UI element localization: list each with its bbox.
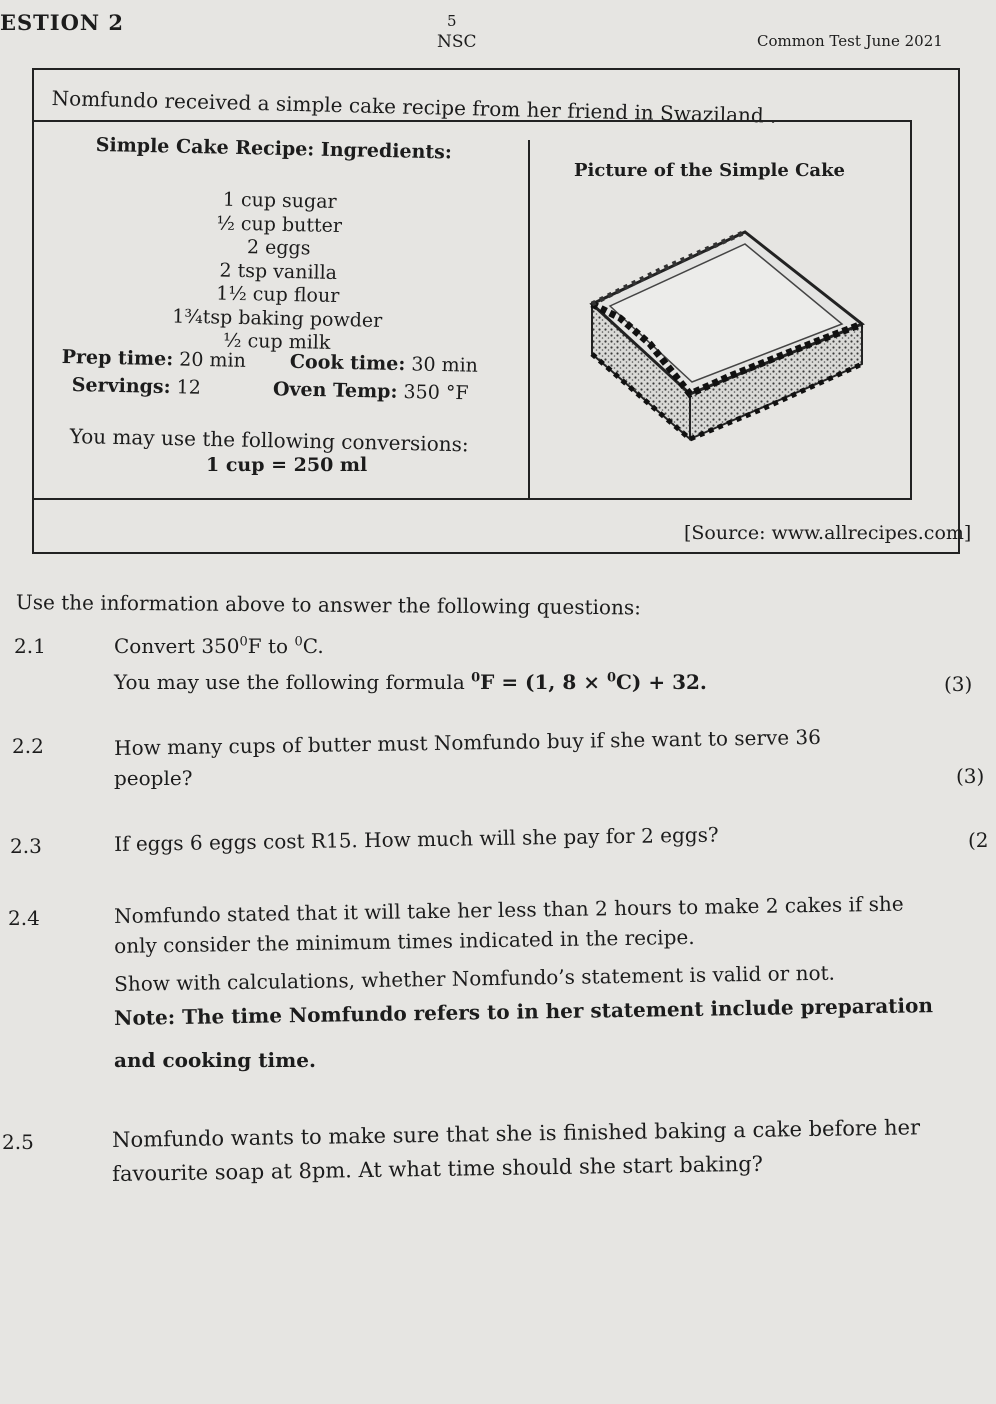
ingredient-item: ½ cup milk xyxy=(222,329,331,354)
degree-symbol: 0 xyxy=(606,670,616,686)
question-marks: (2 xyxy=(968,828,989,852)
question-number: 2.2 xyxy=(12,734,44,758)
cook-label: Cook time: xyxy=(289,350,406,376)
oven-value: 350 °F xyxy=(403,380,469,405)
question-number: 2.4 xyxy=(8,906,40,930)
source-citation: [Source: www.allrecipes.com] xyxy=(684,522,972,544)
ingredients-heading: Simple Cake Recipe: Ingredients: xyxy=(95,134,453,164)
degree-symbol: 0 xyxy=(239,634,248,650)
cook-value: 30 min xyxy=(411,353,479,377)
question-text: If eggs 6 eggs cost R15. How much will she pay for 2 eggs? xyxy=(114,822,719,856)
question-text: How many cups of butter must Nomfundo buy if she want to serve 36 xyxy=(114,724,822,760)
prep-label: Prep time: xyxy=(61,346,174,371)
prep-value: 20 min xyxy=(179,348,247,372)
ingredient-item: 2 tsp vanilla xyxy=(219,259,338,284)
test-name: Common Test June 2021 xyxy=(757,32,943,50)
table-divider xyxy=(528,140,530,500)
nsc-label: NSC xyxy=(437,32,477,52)
degree-symbol: 0 xyxy=(471,670,481,686)
question-text-part: C. xyxy=(302,634,324,658)
cake-illustration xyxy=(580,214,880,454)
picture-heading: Picture of the Simple Cake xyxy=(574,160,846,181)
servings-label: Servings: xyxy=(71,374,171,399)
instruction-text: Use the information above to answer the following questions: xyxy=(15,590,642,620)
ingredient-item: 1 cup sugar xyxy=(222,188,337,213)
question-number: 2.1 xyxy=(14,634,46,658)
conversion-intro: You may use the following conversions: xyxy=(69,424,469,457)
question-heading: ESTION 2 xyxy=(0,10,125,35)
question-text: only consider the minimum times indicated in the recipe. xyxy=(114,924,695,958)
question-marks: (3) xyxy=(956,764,985,788)
question-formula xyxy=(114,670,707,694)
question-text: Nomfundo wants to make sure that she is finished baking a cake before her xyxy=(112,1115,921,1152)
question-marks: (3) xyxy=(944,672,973,696)
question-text: favourite soap at 8pm. At what time should she start baking? xyxy=(112,1151,764,1186)
page-number: 5 xyxy=(447,12,457,30)
question-text xyxy=(114,634,324,658)
question-number: 2.5 xyxy=(2,1130,34,1154)
conversion-value: 1 cup = 250 ml xyxy=(206,454,368,476)
formula-part: F = (1, 8 × xyxy=(480,670,607,694)
ingredient-item: 1½ cup flour xyxy=(216,282,340,308)
question-note: Note: The time Nomfundo refers to in her statement include preparation xyxy=(114,993,934,1030)
formula-part: C) + 32. xyxy=(616,670,707,694)
question-text-part: You may use the following formula xyxy=(114,670,472,694)
degree-symbol: 0 xyxy=(294,634,303,650)
ingredient-item: ½ cup butter xyxy=(216,211,343,237)
ingredient-list xyxy=(97,186,460,358)
recipe-intro: Nomfundo received a simple cake recipe from her friend in Swaziland . xyxy=(51,86,777,128)
question-text: people? xyxy=(114,766,193,790)
question-text-part: Convert 350 xyxy=(114,634,240,658)
servings-value: 12 xyxy=(176,376,202,399)
question-text-part: F to xyxy=(247,634,295,658)
question-number: 2.3 xyxy=(10,834,42,858)
ingredient-item: 1¾tsp baking powder xyxy=(172,305,383,332)
oven-label: Oven Temp: xyxy=(272,378,398,403)
question-note: and cooking time. xyxy=(114,1048,316,1072)
ingredient-item: 2 eggs xyxy=(246,236,311,260)
question-text: Nomfundo stated that it will take her less than 2 hours to make 2 cakes if she xyxy=(114,891,904,928)
question-text: Show with calculations, whether Nomfundo’s statement is valid or not. xyxy=(114,960,836,996)
